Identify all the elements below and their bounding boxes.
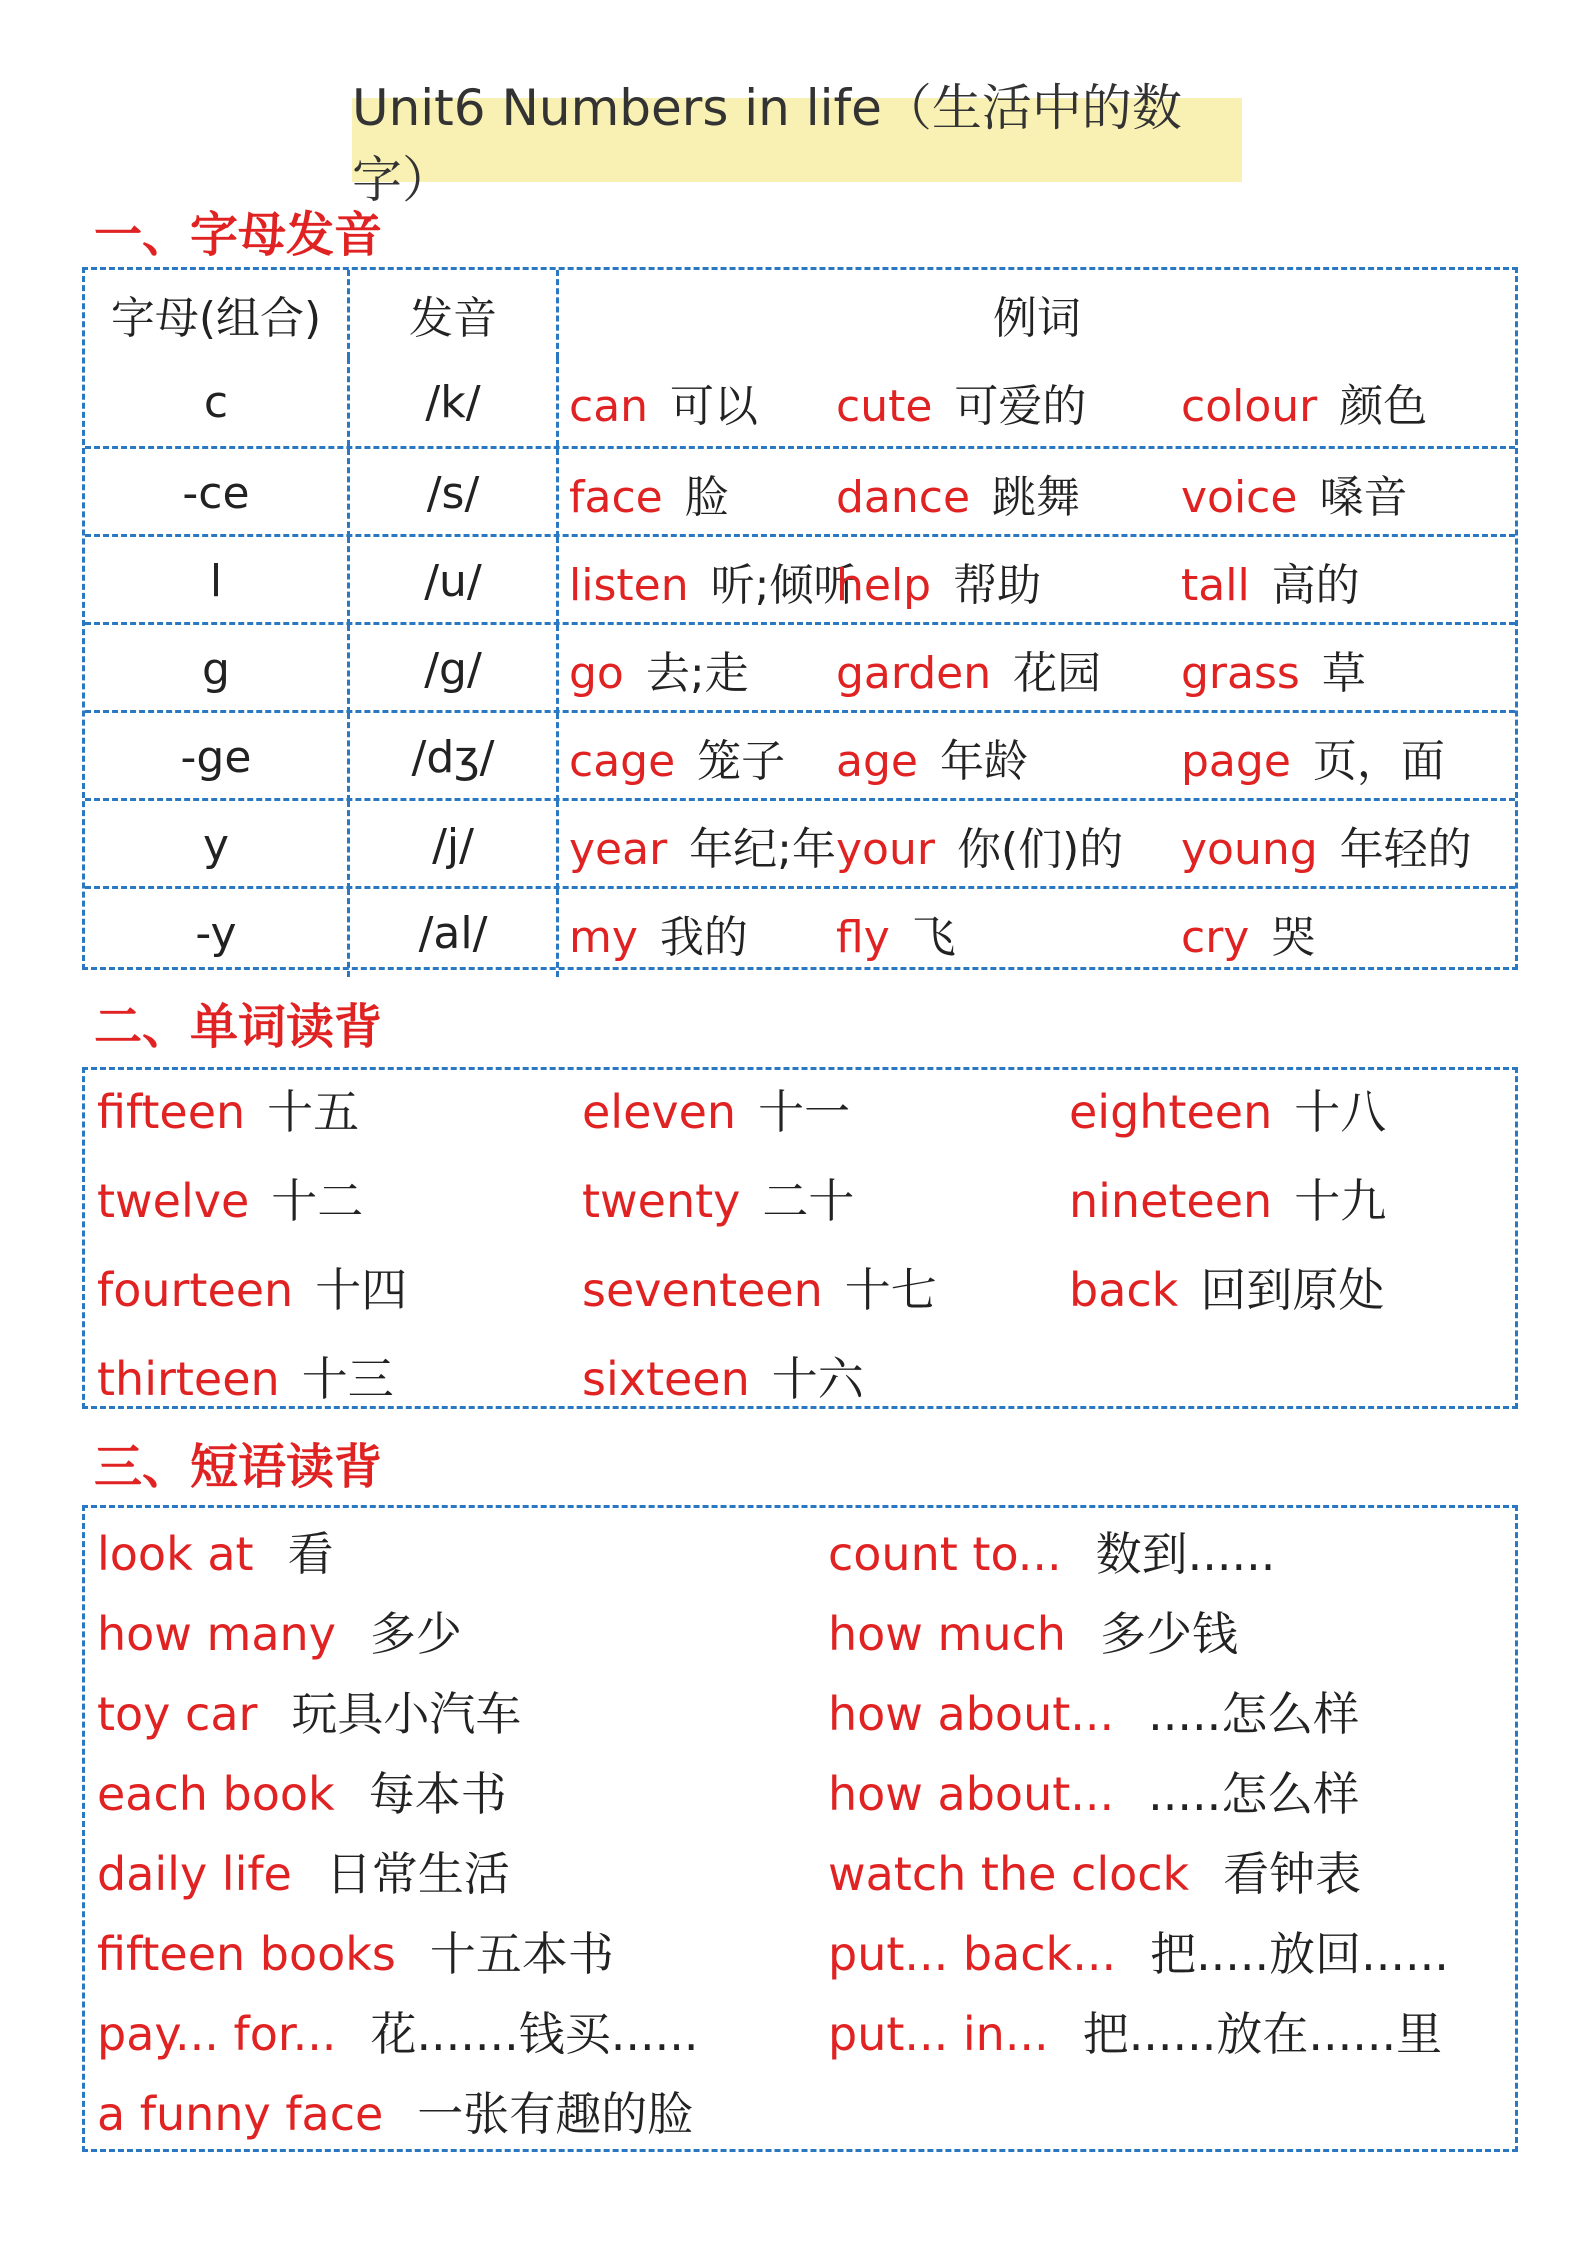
phrase-item [97, 1598, 462, 1664]
phrase-chinese: 数到...... [1095, 1527, 1276, 1581]
phrase-english: watch the clock [828, 1847, 1190, 1901]
table-header-row [85, 270, 1515, 358]
example-chinese: 可以 [670, 381, 759, 432]
example-english: go [569, 648, 624, 699]
example-chinese: 笼子 [697, 736, 786, 787]
header-sound: 发音 [350, 270, 559, 358]
example-chinese: 高的 [1271, 560, 1360, 611]
example-english: dance [836, 472, 971, 523]
phrase-english: how much [828, 1607, 1066, 1661]
example-word [569, 725, 785, 789]
vocab-english: thirteen [97, 1352, 280, 1406]
phrase-english: how many [97, 1607, 336, 1661]
example-english: year [569, 824, 668, 875]
example-english: young [1181, 824, 1318, 875]
example-english: fly [836, 912, 890, 963]
phrase-chinese: 十五本书 [429, 1927, 614, 1981]
examples-cell [559, 801, 1515, 889]
letter-cell: -y [85, 889, 350, 977]
example-chinese: 去;走 [645, 648, 749, 699]
example-english: cute [836, 381, 933, 432]
example-word [1181, 725, 1445, 789]
example-word [569, 461, 729, 525]
phrase-item [97, 1758, 507, 1824]
example-chinese: 嗓音 [1319, 472, 1408, 523]
example-chinese: 花园 [1013, 648, 1102, 699]
example-chinese: 帮助 [953, 560, 1042, 611]
phrase-item [828, 1678, 1359, 1744]
letter-cell: -ce [85, 449, 350, 537]
vocab-english: seventeen [582, 1263, 823, 1317]
phrase-chinese: 日常生活 [325, 1847, 510, 1901]
phrase-chinese: 每本书 [368, 1767, 507, 1821]
vocab-chinese: 十六 [771, 1352, 864, 1406]
example-word [1181, 901, 1315, 965]
phrase-item [828, 1598, 1238, 1664]
example-word [569, 901, 748, 965]
phrase-english: put... back... [828, 1927, 1117, 1981]
vocab-english: eighteen [1069, 1085, 1273, 1139]
table-row [85, 798, 1515, 889]
phrase-item [97, 1678, 521, 1744]
phrase-chinese: 把.....放回...... [1150, 1927, 1449, 1981]
vocab-item [582, 1343, 864, 1409]
phrase-item [828, 1758, 1359, 1824]
pronunciation-table [82, 267, 1518, 970]
vocab-item [1069, 1165, 1386, 1231]
sound-cell: /u/ [350, 537, 559, 625]
example-chinese: 可爱的 [954, 381, 1087, 432]
example-chinese: 年轻的 [1339, 824, 1472, 875]
example-word [1181, 813, 1472, 877]
phrase-english: pay... for... [97, 2007, 337, 2061]
example-word [836, 461, 1080, 525]
phrase-english: daily life [97, 1847, 292, 1901]
phrase-english: look at [97, 1527, 254, 1581]
phrase-chinese: 看 [287, 1527, 334, 1581]
example-english: can [569, 381, 649, 432]
example-chinese: 页，面 [1312, 736, 1445, 787]
examples-cell [559, 713, 1515, 801]
phrase-chinese: 多少钱 [1099, 1607, 1238, 1661]
example-english: tall [1181, 560, 1250, 611]
example-english: garden [836, 648, 992, 699]
phrase-english: each book [97, 1767, 335, 1821]
example-chinese: 草 [1321, 648, 1366, 699]
phrase-item [828, 1998, 1442, 2064]
example-word [836, 725, 1028, 789]
examples-cell [559, 625, 1515, 713]
examples-cell [559, 449, 1515, 537]
sound-cell: /s/ [350, 449, 559, 537]
phrase-english: toy car [97, 1687, 258, 1741]
vocab-english: fifteen [97, 1085, 246, 1139]
sound-cell: /k/ [350, 358, 559, 446]
vocab-english: eleven [582, 1085, 737, 1139]
example-word [836, 370, 1086, 434]
vocab-chinese: 十一 [758, 1085, 851, 1139]
phrase-chinese: 多少 [369, 1607, 462, 1661]
example-word [836, 813, 1123, 877]
vocab-chinese: 十九 [1294, 1174, 1387, 1228]
page-title-text: Unit6 Numbers in life（生活中的数字） [352, 79, 1182, 209]
vocab-item [582, 1076, 850, 1142]
table-row [85, 534, 1515, 625]
phrase-chinese: 把......放在......里 [1082, 2007, 1443, 2061]
vocab-item [97, 1165, 363, 1231]
vocab-item [582, 1254, 937, 1320]
example-english: listen [569, 560, 689, 611]
section-heading-words: 二、单词读背 [94, 999, 383, 1055]
example-chinese: 哭 [1271, 912, 1316, 963]
phrase-item [97, 2078, 693, 2144]
vocab-english: back [1069, 1263, 1179, 1317]
vocab-english: nineteen [1069, 1174, 1273, 1228]
phrase-list-box [82, 1505, 1518, 2152]
example-word [1181, 461, 1407, 525]
vocab-item [97, 1343, 394, 1409]
section-heading-phrases: 三、短语读背 [94, 1439, 383, 1495]
phrase-item [828, 1838, 1361, 1904]
vocab-english: twenty [582, 1174, 741, 1228]
phrase-item [97, 1838, 510, 1904]
letter-cell: g [85, 625, 350, 713]
example-english: colour [1181, 381, 1318, 432]
vocab-item [582, 1165, 854, 1231]
example-english: page [1181, 736, 1291, 787]
table-row [85, 886, 1515, 977]
example-chinese: 脸 [684, 472, 729, 523]
word-list-box [82, 1067, 1518, 1409]
example-chinese: 颜色 [1339, 381, 1428, 432]
table-row [85, 622, 1515, 713]
vocab-english: sixteen [582, 1352, 750, 1406]
example-english: your [836, 824, 935, 875]
examples-cell [559, 358, 1515, 446]
vocab-item [1069, 1254, 1384, 1320]
page-title [352, 79, 1242, 209]
vocab-item [97, 1076, 359, 1142]
example-word [569, 370, 758, 434]
header-examples-label: 例词 [993, 293, 1081, 344]
section-heading-pronunciation: 一、字母发音 [94, 207, 383, 263]
phrase-english: a funny face [97, 2087, 384, 2141]
header-examples [559, 270, 1515, 358]
phrase-english: how about... [828, 1767, 1115, 1821]
table-row [85, 358, 1515, 446]
example-word [569, 549, 857, 613]
example-english: cry [1181, 912, 1250, 963]
vocab-chinese: 十七 [844, 1263, 937, 1317]
examples-cell [559, 537, 1515, 625]
example-english: grass [1181, 648, 1300, 699]
example-english: cage [569, 736, 676, 787]
vocab-chinese: 二十 [762, 1174, 855, 1228]
example-word [836, 549, 1041, 613]
example-word [1181, 637, 1366, 701]
example-english: age [836, 736, 918, 787]
letter-cell: c [85, 358, 350, 446]
table-row [85, 710, 1515, 801]
phrase-english: how about... [828, 1687, 1115, 1741]
example-chinese: 飞 [911, 912, 956, 963]
vocab-english: twelve [97, 1174, 250, 1228]
vocab-chinese: 十五 [267, 1085, 360, 1139]
phrase-item [828, 1518, 1275, 1584]
example-word [569, 637, 749, 701]
phrase-english: put... in... [828, 2007, 1049, 2061]
phrase-chinese: 看钟表 [1223, 1847, 1362, 1901]
sound-cell: /dʒ/ [350, 713, 559, 801]
table-row [85, 446, 1515, 537]
vocab-item [1069, 1076, 1386, 1142]
phrase-chinese: 玩具小汽车 [291, 1687, 522, 1741]
sound-cell: /j/ [350, 801, 559, 889]
phrase-english: count to... [828, 1527, 1062, 1581]
vocab-chinese: 回到原处 [1200, 1263, 1385, 1317]
phrase-chinese: .....怎么样 [1148, 1687, 1360, 1741]
example-chinese: 年龄 [939, 736, 1028, 787]
example-chinese: 我的 [659, 912, 748, 963]
example-english: voice [1181, 472, 1298, 523]
header-letter: 字母(组合) [85, 270, 350, 358]
phrase-chinese: 花.......钱买...... [370, 2007, 699, 2061]
example-chinese: 你(们)的 [956, 824, 1124, 875]
letter-cell: y [85, 801, 350, 889]
vocab-chinese: 十八 [1294, 1085, 1387, 1139]
vocab-item [97, 1254, 407, 1320]
vocab-chinese: 十三 [301, 1352, 394, 1406]
vocab-chinese: 十二 [271, 1174, 364, 1228]
sound-cell: /al/ [350, 889, 559, 977]
phrase-english: fifteen books [97, 1927, 396, 1981]
phrase-item [828, 1918, 1449, 1984]
example-word [1181, 549, 1360, 613]
letter-cell: -ge [85, 713, 350, 801]
example-chinese: 听;倾听 [710, 560, 858, 611]
phrase-item [97, 1998, 699, 2064]
example-word [836, 901, 956, 965]
example-english: my [569, 912, 638, 963]
phrase-item [97, 1518, 334, 1584]
phrase-item [97, 1918, 614, 1984]
vocab-english: fourteen [97, 1263, 294, 1317]
example-word [1181, 370, 1427, 434]
vocab-chinese: 十四 [315, 1263, 408, 1317]
example-english: face [569, 472, 663, 523]
examples-cell [559, 889, 1515, 977]
example-word [836, 637, 1101, 701]
letter-cell: l [85, 537, 350, 625]
example-word [569, 813, 836, 877]
phrase-chinese: .....怎么样 [1148, 1767, 1360, 1821]
example-chinese: 跳舞 [992, 472, 1081, 523]
example-chinese: 年纪;年 [689, 824, 836, 875]
example-english: help [836, 560, 932, 611]
phrase-chinese: 一张有趣的脸 [417, 2087, 694, 2141]
sound-cell: /g/ [350, 625, 559, 713]
